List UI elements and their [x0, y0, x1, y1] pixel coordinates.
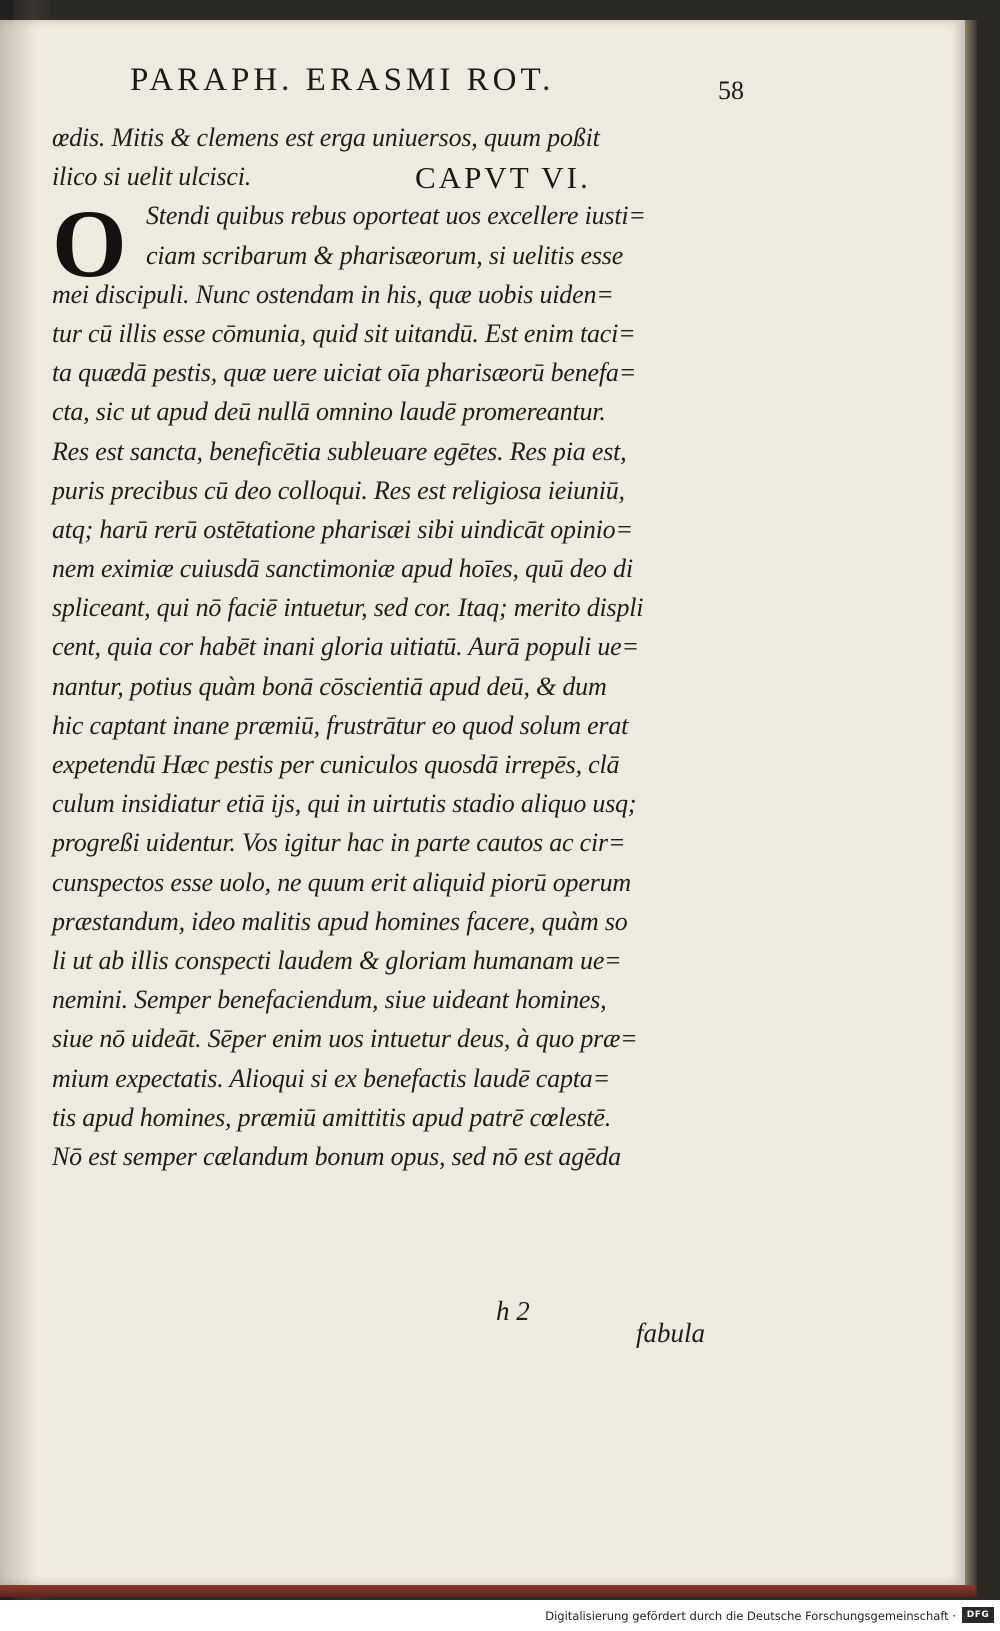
- dfg-logo-icon[interactable]: DFG: [962, 1607, 994, 1623]
- text-line: cent, quia cor habēt inani gloria uitiatū. Aurā populi ue=: [52, 632, 639, 662]
- signature-mark: h 2: [496, 1296, 530, 1326]
- running-head: PARAPH. ERASMI ROT.: [130, 62, 555, 98]
- text-line: expetendū Hæc pestis per cuniculos quosdā irrepēs, clā: [52, 750, 620, 779]
- text-line: [52, 1254, 752, 1293]
- text-line: mei discipuli. Nunc ostendam in his, quæ uobis uiden=: [52, 279, 614, 309]
- chapter-heading: CAPVT VI.: [415, 160, 591, 195]
- text-line: nemini. Semper benefaciendum, siue uideant homines,: [52, 985, 607, 1015]
- text-line: culum insidiatur etiā ijs, qui in uirtutis stadio aliquo usq;: [52, 789, 637, 819]
- text-line: ta quædā pestis, quæ uere uiciat oīa pharisæorū benefa=: [52, 358, 637, 388]
- binding-edge: [0, 1585, 975, 1597]
- text-line: cta, sic ut apud deū nullā omnino laudē promereantur.: [52, 397, 606, 427]
- text-line: progreßi uidentur. Vos igitur hac in parte cautos ac cir=: [52, 828, 626, 858]
- footer-credit: Digitalisierung gefördert durch die Deutsche Forschungsgemeinschaft ·: [545, 1609, 956, 1623]
- text-line: Stendi quibus rebus oporteat uos excellere iusti=: [146, 201, 646, 231]
- text-line: Nō est semper cælandum bonum opus, sed nō est agēda: [52, 1141, 621, 1171]
- text-line: puris precibus cū deo colloqui. Res est religiosa ieiuniū,: [52, 475, 625, 505]
- text-line: hic captant inane præmiū, frustrātur eo quod solum erat: [52, 710, 629, 740]
- text-line: [52, 1176, 752, 1215]
- text-line: atq; harū rerū ostētatione pharisæi sibi uindicāt opinio=: [52, 514, 633, 544]
- decorated-initial: O: [52, 190, 127, 297]
- text-line: nem eximiæ cuiusdā sanctimoniæ apud hoīes, quū deo di: [52, 554, 633, 584]
- text-line: œdis. Mitis & clemens est erga uniuersos, quum poßit: [52, 123, 600, 152]
- text-line: ciam scribarum & pharisæorum, si uelitis esse: [146, 240, 624, 270]
- text-line: nantur, potius quàm bonā cōscientiā apud deū, & dum: [52, 671, 607, 701]
- text-line: ilico si uelit ulcisci.: [52, 162, 252, 192]
- catchword: fabula: [636, 1318, 706, 1348]
- text-line: mium expectatis. Alioqui si ex benefactis laudē capta=: [52, 1063, 610, 1093]
- body-text: [52, 118, 752, 1372]
- text-line: præstandum, ideo malitis apud homines facere, quàm so: [52, 906, 628, 936]
- text-line: tis apud homines, præmiū amittitis apud patrē cœlestē.: [52, 1102, 612, 1132]
- text-line: Res est sancta, beneficētia subleuare egētes. Res pia est,: [52, 436, 627, 466]
- text-line: li ut ab illis conspecti laudem & gloriam humanam ue=: [52, 945, 622, 975]
- text-line: siue nō uideāt. Sēper enim uos intuetur deus, à quo præ=: [52, 1024, 638, 1054]
- text-line: tur cū illis esse cōmunia, quid sit uitandū. Est enim taci=: [52, 318, 636, 348]
- folio-number: 58: [718, 76, 744, 105]
- text-line: spliceant, qui nō faciē intuetur, sed cor. Itaq; merito displi: [52, 593, 644, 623]
- text-line: cunspectos esse uolo, ne quum erit aliquid piorū operum: [52, 867, 631, 897]
- text-line: [52, 1215, 752, 1254]
